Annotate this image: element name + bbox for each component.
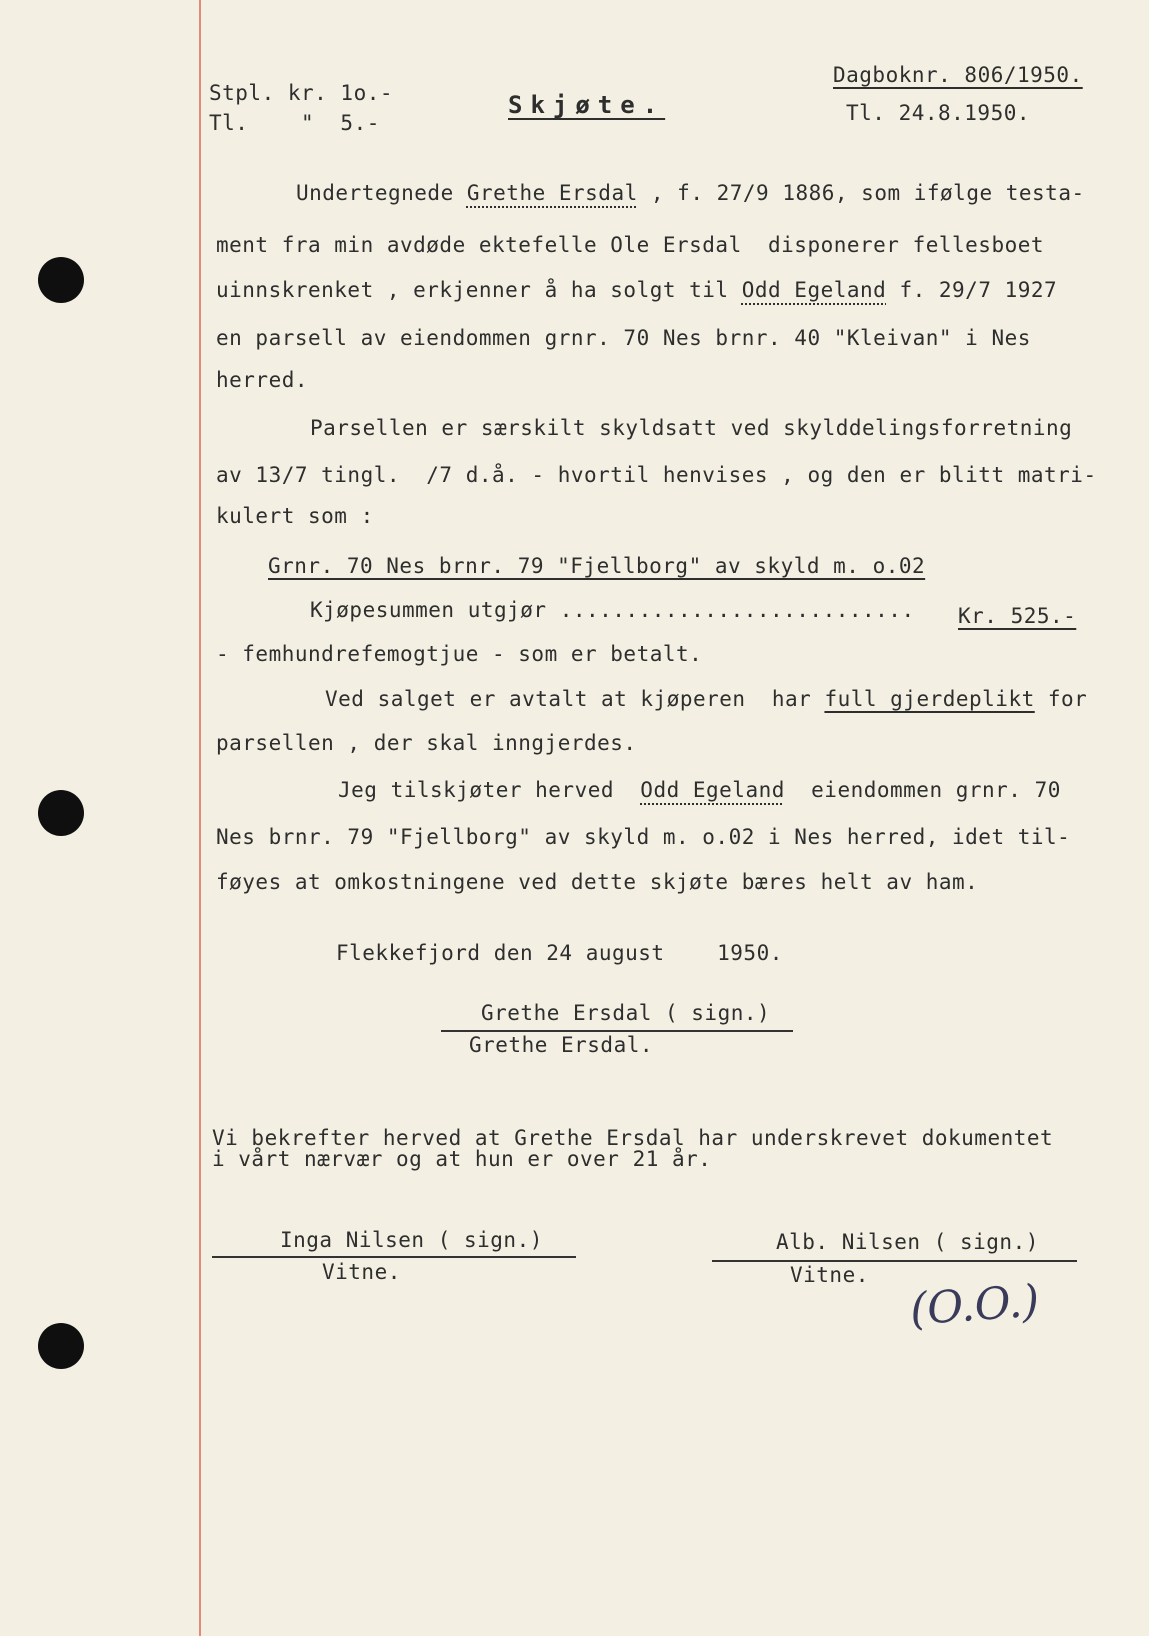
body-line <box>338 777 1061 803</box>
price-in-words: - femhundrefemogtjue - som er betalt. <box>216 642 703 666</box>
witness2-signature: Alb. Nilsen ( sign.) <box>776 1230 1039 1254</box>
cadastre-entry: Grnr. 70 Nes brnr. 79 "Fjellborg" av skyld m. o.02 <box>268 554 926 578</box>
punch-hole-middle <box>38 790 84 836</box>
text-fragment: for <box>1034 687 1088 711</box>
witness1-signature: Inga Nilsen ( sign.) <box>280 1228 543 1252</box>
text-fragment: f. 29/7 1927 <box>886 278 1058 302</box>
body-line: ment fra min avdøde ektefelle Ole Ersdal disponerer fellesboet <box>216 233 1045 257</box>
text-fragment: Jeg tilskjøter herved <box>338 778 641 802</box>
text-fragment: Undertegnede <box>296 181 467 205</box>
stamp-duty-line: Stpl. kr. 1o.- <box>209 81 394 105</box>
body-line: en parsell av eiendommen grnr. 70 Nes brnr. 40 "Kleivan" i Nes <box>216 326 1031 350</box>
body-line: herred. <box>216 368 309 392</box>
seller-typed-name: Grethe Ersdal. <box>469 1033 654 1057</box>
witness2-role: Vitne. <box>790 1263 869 1287</box>
seller-name: Grethe Ersdal <box>466 181 638 205</box>
signature-line <box>712 1260 1077 1262</box>
registration-date: Tl. 24.8.1950. <box>846 101 1031 125</box>
journal-number: Dagboknr. 806/1950. <box>833 63 1083 87</box>
body-line: parsellen , der skal inngjerdes. <box>216 731 637 755</box>
punch-hole-bottom <box>38 1323 84 1369</box>
document-title: Skjøte. <box>508 91 666 119</box>
body-line: kulert som : <box>216 504 374 528</box>
place-and-date: Flekkefjord den 24 august 1950. <box>336 941 783 965</box>
buyer-name: Odd Egeland <box>640 778 785 802</box>
body-line <box>325 686 1087 712</box>
registration-fee-line: Tl. " 5.- <box>209 111 380 135</box>
witness-statement: Vi bekrefter herved at Grethe Ersdal har underskrevet dokumentet <box>212 1126 1054 1150</box>
text-fragment: uinnskrenket , erkjenner å ha solgt til <box>216 278 742 302</box>
signature-line <box>212 1256 576 1258</box>
seller-signature: Grethe Ersdal ( sign.) <box>481 1001 771 1025</box>
body-line <box>296 180 1085 206</box>
body-line: av 13/7 tingl. /7 d.å. - hvortil henvises , og den er blitt matri- <box>216 463 1097 487</box>
text-fragment: eiendommen grnr. 70 <box>784 778 1061 802</box>
witness-statement: i vårt nærvær og at hun er over 21 år. <box>212 1147 712 1171</box>
body-line: føyes at omkostningene ved dette skjøte bæres helt av ham. <box>216 870 979 894</box>
body-line <box>216 277 1057 303</box>
price-label: Kjøpesummen utgjør ........................... <box>310 598 915 622</box>
witness1-role: Vitne. <box>322 1260 401 1284</box>
text-fragment: Ved salget er avtalt at kjøperen har <box>325 687 825 711</box>
body-line: Nes brnr. 79 "Fjellborg" av skyld m. o.02 i Nes herred, idet til- <box>216 825 1071 849</box>
body-line: Parsellen er særskilt skyldsatt ved skylddelingsforretning <box>310 416 1073 440</box>
handwritten-initials: (O.O.) <box>908 1275 1041 1336</box>
price-amount: Kr. 525.- <box>958 604 1077 628</box>
fencing-obligation: full gjerdeplikt <box>824 687 1035 711</box>
buyer-name: Odd Egeland <box>741 278 887 302</box>
text-fragment: , f. 27/9 1886, som ifølge testa- <box>637 181 1085 205</box>
punch-hole-top <box>38 257 84 303</box>
margin-rule <box>199 0 201 1636</box>
